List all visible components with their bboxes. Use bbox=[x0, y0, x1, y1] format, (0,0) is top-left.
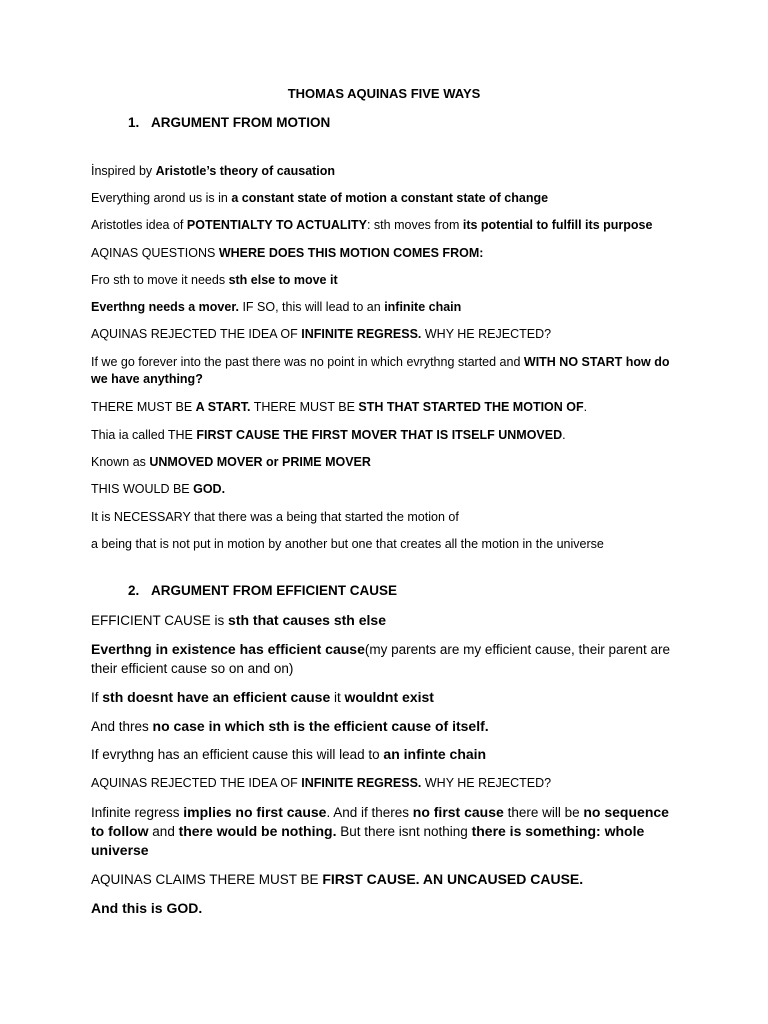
text: Aristotles idea of bbox=[91, 218, 187, 232]
text: THIS WOULD BE bbox=[91, 482, 194, 496]
bold-text: wouldnt exist bbox=[344, 689, 434, 705]
paragraph bbox=[91, 745, 681, 764]
section-2-title: ARGUMENT FROM EFFICIENT CAUSE bbox=[151, 583, 397, 598]
paragraph bbox=[91, 427, 681, 444]
bold-text: WITH NO START how do we have anything? bbox=[91, 355, 670, 386]
text: İnspired by bbox=[91, 164, 156, 178]
section-1-heading bbox=[128, 115, 330, 130]
bold-text: INFINITE REGRESS. bbox=[301, 327, 422, 341]
bold-text: Aristotle’s theory of causation bbox=[155, 164, 336, 178]
paragraph bbox=[91, 190, 681, 207]
paragraph bbox=[91, 717, 681, 736]
text: And thres bbox=[91, 719, 153, 734]
paragraph bbox=[91, 217, 681, 234]
section-1-number: 1. bbox=[128, 115, 140, 130]
text: If we go forever into the past there was no point in which evrythng started and bbox=[91, 355, 524, 369]
bold-text: no sequence to follow bbox=[91, 804, 669, 839]
text: and bbox=[148, 824, 179, 839]
paragraph bbox=[91, 245, 681, 262]
text: Everything arond us is in bbox=[91, 191, 232, 205]
text: it bbox=[330, 690, 345, 705]
text: (my parents are my efficient cause, their parent are their efficient cause so on and on) bbox=[91, 642, 671, 676]
text: there will be bbox=[503, 805, 584, 820]
bold-text: its potential to fulfill its purpose bbox=[462, 218, 653, 232]
paragraph bbox=[91, 299, 681, 316]
paragraph bbox=[91, 611, 681, 630]
text: . bbox=[562, 428, 566, 442]
bold-text: FIRST CAUSE. AN UNCAUSED CAUSE. bbox=[322, 871, 584, 887]
bold-text: sth doesnt have an efficient cause bbox=[102, 689, 331, 705]
text: IF SO, this will lead to an bbox=[238, 300, 385, 314]
text: WHY HE REJECTED? bbox=[421, 776, 552, 790]
text: AQUINAS REJECTED THE IDEA OF bbox=[91, 327, 302, 341]
bold-text: no case in which sth is the efficient cause of itself. bbox=[152, 718, 489, 734]
text: If bbox=[91, 690, 103, 705]
bold-text: UNMOVED MOVER or PRIME MOVER bbox=[149, 455, 371, 469]
paragraph bbox=[91, 640, 681, 678]
text: : sth moves from bbox=[366, 218, 463, 232]
text: . bbox=[583, 400, 588, 414]
text: Known as bbox=[91, 455, 150, 469]
bold-text: implies no first cause bbox=[183, 804, 327, 820]
text: But there isnt nothing bbox=[336, 824, 472, 839]
section-1-title: ARGUMENT FROM MOTION bbox=[151, 115, 331, 130]
bold-text: And this is GOD. bbox=[91, 900, 203, 916]
text: Fro sth to move it needs bbox=[91, 273, 229, 287]
bold-text: INFINITE REGRESS. bbox=[301, 776, 422, 790]
bold-text: POTENTIALTY TO ACTUALITY bbox=[186, 218, 367, 232]
bold-text: a constant state of motion a constant state of change bbox=[231, 191, 549, 205]
section-2-heading bbox=[128, 583, 397, 598]
text: a being that is not put in motion by another but one that creates all the motion in the universe bbox=[91, 537, 604, 551]
bold-text: there would be nothing. bbox=[178, 823, 337, 839]
paragraph bbox=[91, 481, 681, 498]
text: If evrythng has an efficient cause this will lead to bbox=[91, 747, 384, 762]
text: AQINAS QUESTIONS bbox=[91, 246, 219, 260]
text: THERE MUST BE bbox=[250, 400, 359, 414]
bold-text: no first cause bbox=[412, 804, 504, 820]
bold-text: sth that causes sth else bbox=[228, 612, 386, 628]
paragraph bbox=[91, 803, 681, 860]
paragraph bbox=[91, 899, 681, 918]
paragraph bbox=[91, 272, 681, 289]
bold-text: there is something: whole universe bbox=[91, 823, 645, 858]
paragraph bbox=[91, 454, 681, 471]
text: Infinite regress bbox=[91, 805, 184, 820]
bold-text: STH THAT STARTED THE MOTION OF bbox=[358, 400, 584, 414]
bold-text: an infinte chain bbox=[383, 746, 487, 762]
bold-text: GOD. bbox=[193, 482, 226, 496]
paragraph bbox=[91, 354, 681, 388]
paragraph bbox=[91, 536, 681, 553]
text: THERE MUST BE bbox=[91, 400, 196, 414]
text: AQUINAS REJECTED THE IDEA OF bbox=[91, 776, 302, 790]
bold-text: Everthng needs a mover. bbox=[91, 300, 239, 314]
bold-text: WHERE DOES THIS MOTION COMES FROM: bbox=[218, 246, 484, 260]
text: It is NECESSARY that there was a being that started the motion of bbox=[91, 510, 459, 524]
paragraph bbox=[91, 775, 681, 792]
text: AQUINAS CLAIMS THERE MUST BE bbox=[91, 872, 323, 887]
bold-text: A START. bbox=[195, 400, 251, 414]
paragraph bbox=[91, 399, 681, 416]
paragraph bbox=[91, 688, 681, 707]
paragraph bbox=[91, 870, 681, 889]
bold-text: infinite chain bbox=[384, 300, 462, 314]
text: WHY HE REJECTED? bbox=[421, 327, 552, 341]
text: . And if theres bbox=[326, 805, 413, 820]
bold-text: sth else to move it bbox=[228, 273, 338, 287]
text: EFFICIENT CAUSE is bbox=[91, 613, 229, 628]
section-2-number: 2. bbox=[128, 583, 140, 598]
paragraph bbox=[91, 163, 681, 180]
paragraph bbox=[91, 326, 681, 343]
text: Thia ia called THE bbox=[91, 428, 197, 442]
document-title: THOMAS AQUINAS FIVE WAYS bbox=[287, 86, 481, 101]
bold-text: FIRST CAUSE THE FIRST MOVER THAT IS ITSELF UNMOVED bbox=[196, 428, 563, 442]
paragraph bbox=[91, 509, 681, 526]
bold-text: Everthng in existence has efficient cause bbox=[91, 641, 365, 657]
